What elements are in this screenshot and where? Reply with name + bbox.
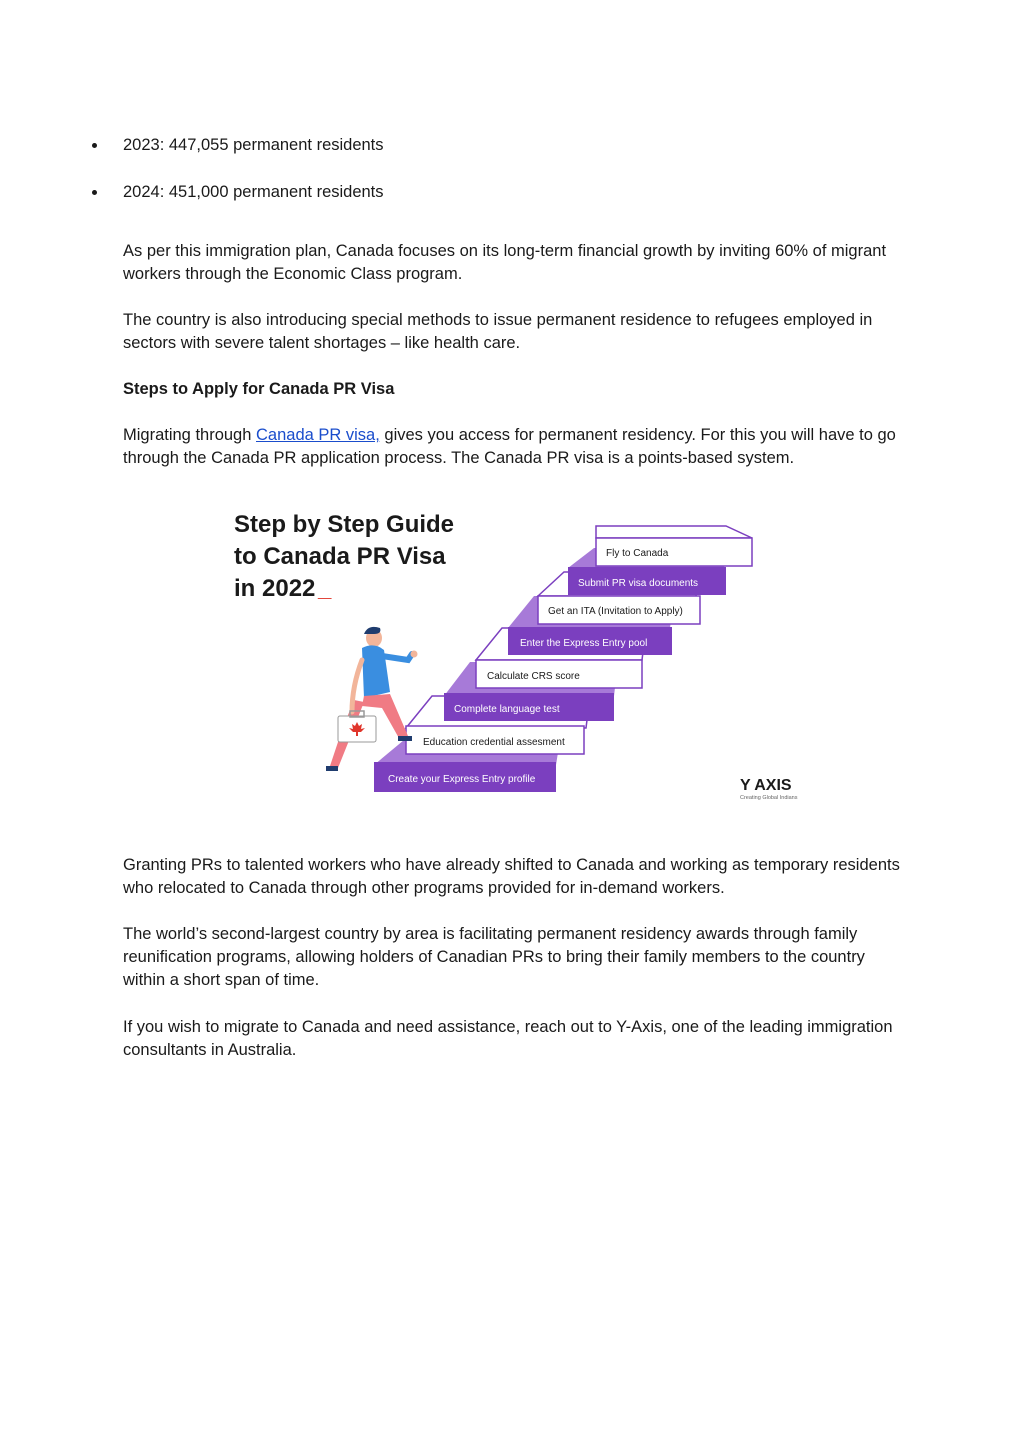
step-label: Get an ITA (Invitation to Apply) (548, 606, 683, 617)
step-label: Education credential assesment (423, 737, 565, 748)
paragraph-family-reunification: The world’s second-largest country by area is facilitating permanent residency awards through family reunification programs, allowing holders of Canadian PRs to bring their family members to the country within a short span of time. (123, 925, 865, 989)
paragraph-text: gives you access for permanent residency. For this you will have to go through the Canada PR application process. The Canada PR visa is a points-based system. (123, 426, 896, 467)
step-8 (596, 526, 752, 566)
list-item (92, 181, 892, 203)
list-item-text: 2024: 451,000 permanent residents (123, 183, 384, 201)
bullet-icon (92, 143, 97, 148)
step-label: Create your Express Entry profile (388, 774, 536, 785)
brand-name: Y AXIS (740, 777, 792, 794)
step-label: Calculate CRS score (487, 671, 580, 682)
step-label: Fly to Canada (606, 548, 669, 559)
step-label: Enter the Express Entry pool (520, 638, 648, 649)
canada-briefcase-icon (338, 711, 376, 742)
permanent-residents-list (92, 134, 892, 228)
section-heading: Steps to Apply for Canada PR Visa (123, 380, 395, 398)
paragraph-contact-yaxis: If you wish to migrate to Canada and need assistance, reach out to Y-Axis, one of the leading immigration consultants in Australia. (123, 1018, 893, 1059)
list-item-text: 2023: 447,055 permanent residents (123, 136, 384, 154)
canada-pr-steps-infographic (222, 500, 812, 820)
infographic-title-line-1: Step by Step Guide (234, 511, 455, 538)
paragraph-text: Migrating through (123, 426, 256, 444)
paragraph-migrating (123, 424, 903, 470)
canada-pr-visa-link[interactable]: Canada PR visa, (256, 426, 380, 444)
infographic-title-cursor: _ (318, 575, 332, 602)
list-item (92, 134, 892, 156)
infographic-title-line-3: in 2022 (234, 575, 316, 602)
paragraph-immigration-plan: As per this immigration plan, Canada focuses on its long-term financial growth by inviting 60% of migrant workers through the Economic Class program. (123, 242, 887, 283)
paragraph-granting-prs: Granting PRs to talented workers who have already shifted to Canada and working as temporary residents who relocated to Canada through other programs provided for in-demand workers. (123, 856, 900, 897)
infographic-title-line-2: to Canada PR Visa (234, 543, 446, 570)
step-label: Submit PR visa documents (578, 578, 699, 589)
brand-tagline: Creating Global Indians (740, 795, 798, 801)
y-axis-logo (740, 777, 798, 801)
step-label: Complete language test (454, 704, 560, 715)
paragraph-refugees: The country is also introducing special methods to issue permanent residence to refugees employed in sectors with severe talent shortages – like health care. (123, 311, 873, 352)
bullet-icon (92, 190, 97, 195)
